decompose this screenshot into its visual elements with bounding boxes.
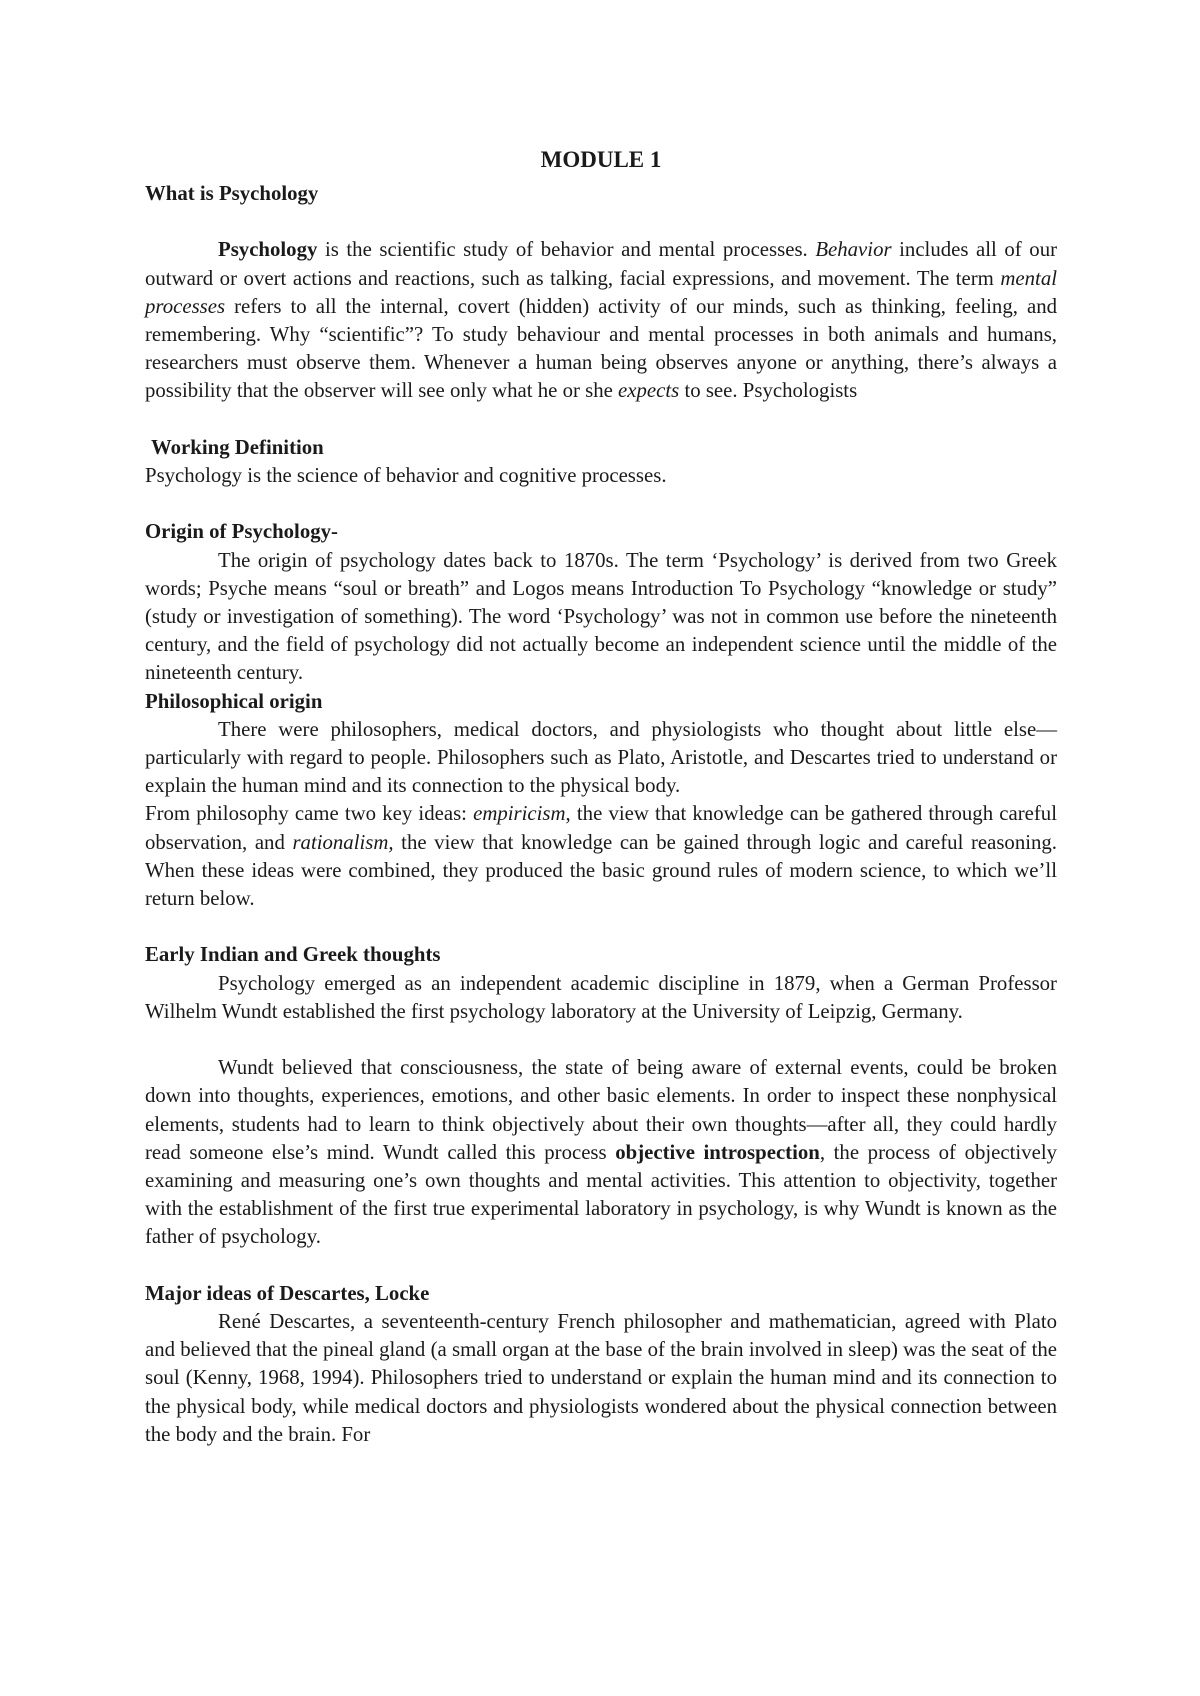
term-mental-processes: mental processes [145, 266, 1057, 318]
spacer [145, 406, 1057, 434]
paragraph-text: , the process of objectively examining and measuring one’s own thoughts and mental activities. This attention to objectivity, together with the establishment of the first true experimental laboratory in psychology, is why Wundt is known as the father of psychology. [145, 1140, 1057, 1249]
heading-origin: Origin of Psychology- [145, 520, 338, 544]
paragraph-text: , the view that knowledge can be gathered through careful observation, and [145, 802, 1057, 854]
term-empiricism: empiricism [473, 802, 566, 826]
paragraph-philosophical-2 [145, 800, 1057, 913]
spacer [145, 913, 1057, 941]
term-objective-introspection: objective introspection [615, 1140, 820, 1164]
heading-early-indian-greek: Early Indian and Greek thoughts [145, 943, 441, 967]
paragraph-text: Wundt believed that consciousness, the state of being aware of external events, could be broken down into thoughts, experiences, emotions, and other basic elements. In order to inspect these nonphysical elements, students had to learn to think objectively about their own thoughts—after all, they could hardly read someone else’s mind. Wundt called this process [145, 1056, 1057, 1164]
spacer [145, 208, 1057, 236]
paragraph-philosophical-1: There were philosophers, medical doctors, and physiologists who thought about little else—particularly with regard to people. Philosophers such as Plato, Aristotle, and Descartes tried to understand or explain the human mind and its connection to the physical body. [145, 717, 1057, 798]
paragraph-early-1: Psychology emerged as an independent academic discipline in 1879, when a German Professor Wilhelm Wundt established the first psychology laboratory at the University of Leipzig, Germany. [145, 971, 1057, 1023]
heading-working-definition: Working Definition [151, 435, 324, 459]
paragraph-working-definition: Psychology is the science of behavior and cognitive processes. [145, 464, 667, 487]
term-rationalism: rationalism, [292, 830, 394, 854]
spacer [145, 490, 1057, 518]
spacer [145, 1252, 1057, 1280]
paragraph-text: refers to all the internal, covert (hidden) activity of our minds, such as thinking, feeling, and remembering. Why “scientific”? To study behaviour and mental processes in both animals and humans, researchers must observe them. Whenever a human being observes anyone or anything, there’s always a possibility that the observer will see only what he or she [145, 294, 1057, 403]
module-title: MODULE 1 [540, 147, 662, 172]
spacer [145, 1026, 1057, 1054]
heading-major-ideas: Major ideas of Descartes, Locke [145, 1281, 430, 1305]
heading-philosophical-origin: Philosophical origin [145, 689, 323, 713]
term-behavior: Behavior [815, 238, 892, 262]
paragraph-origin: The origin of psychology dates back to 1870s. The term ‘Psychology’ is derived from two Greek words; Psyche means “soul or breath” and Logos means Introduction To Psychology “knowledge or study” (study or investigation of something). The word ‘Psychology’ was not in common use before the nineteenth century, and the field of psychology did not actually become an independent science until the middle of the nineteenth century. [145, 548, 1057, 685]
paragraph-text: includes all of our outward or overt actions and reactions, such as talking, facial expressions, and movement. The term [145, 238, 1058, 290]
paragraph-text: is the scientific study of behavior and mental processes. [317, 238, 816, 262]
paragraph-text: the view that knowledge can be gained through logic and careful reasoning. When these ideas were combined, they produced the basic ground rules of modern science, to which we’ll return below. [145, 830, 1057, 911]
paragraph-text: to see. Psychologists [679, 379, 858, 403]
document-page [145, 146, 1057, 1449]
term-expects: expects [618, 379, 680, 403]
paragraph-early-2 [145, 1054, 1057, 1251]
paragraph-psychology-definition [145, 236, 1057, 405]
term-psychology: Psychology [218, 238, 318, 262]
paragraph-major-ideas: René Descartes, a seventeenth-century French philosopher and mathematician, agreed with Plato and believed that the pineal gland (a small organ at the base of the brain involved in sleep) was the seat of the soul (Kenny, 1968, 1994). Philosophers tried to understand or explain the human mind and its connection to the physical body, while medical doctors and physiologists wondered about the physical connection between the body and the brain. For [145, 1310, 1057, 1446]
heading-what-is-psychology: What is Psychology [145, 182, 319, 205]
paragraph-text: From philosophy came two key ideas: [145, 802, 474, 826]
